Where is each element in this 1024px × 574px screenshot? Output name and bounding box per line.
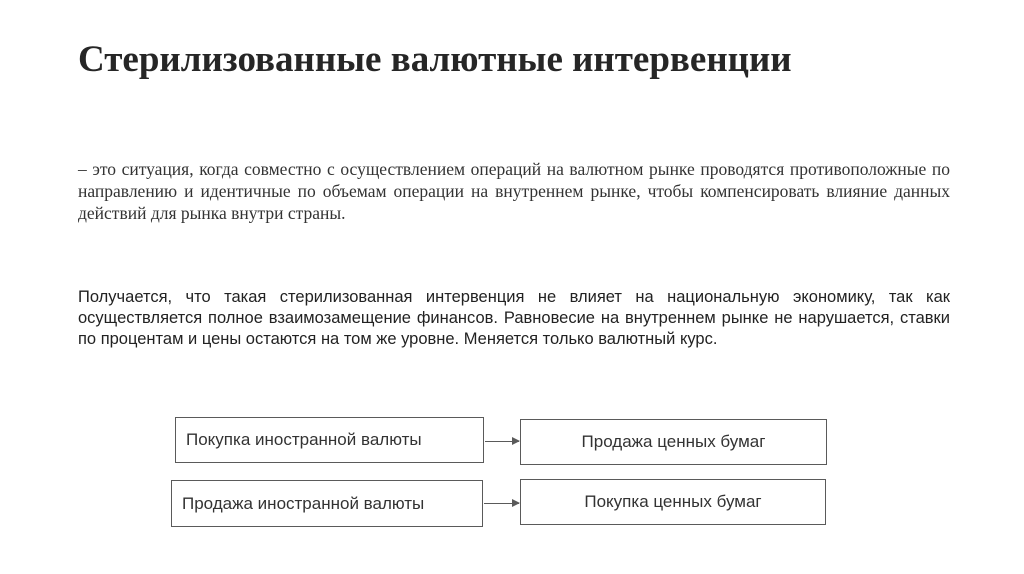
box-sell-foreign-currency: [171, 480, 483, 527]
box-label: Покупка иностранной валюты: [186, 430, 422, 449]
explanation-text: Получается, что такая стерилизованная интервенция не влияет на национальную экономику, так как осуществляется полное взаимозамещение финансов. Равновесие на внутреннем рынке не нарушается, ставки по процентам и цены остаются на том же уровне. Меняется только валютный курс.: [78, 288, 950, 348]
arrow-right-icon: [484, 503, 519, 504]
box-label: Продажа ценных бумаг: [581, 432, 766, 451]
box-buy-foreign-currency: [175, 417, 484, 463]
box-label: Продажа иностранной валюты: [182, 493, 425, 513]
box-label: Покупка ценных бумаг: [584, 492, 762, 511]
box-sell-securities: [520, 419, 827, 465]
slide-title: Стерилизованные валютные интервенции: [78, 39, 792, 80]
box-buy-securities: [520, 479, 826, 525]
definition-text: – это ситуация, когда совместно с осуществлением операций на валютном рынке проводятся противоположные по направлению и идентичные по объемам операции на внутреннем рынке, чтобы компенсировать влияние данных действий для рынка внутри страны.: [78, 159, 950, 223]
arrow-right-icon: [485, 441, 519, 442]
